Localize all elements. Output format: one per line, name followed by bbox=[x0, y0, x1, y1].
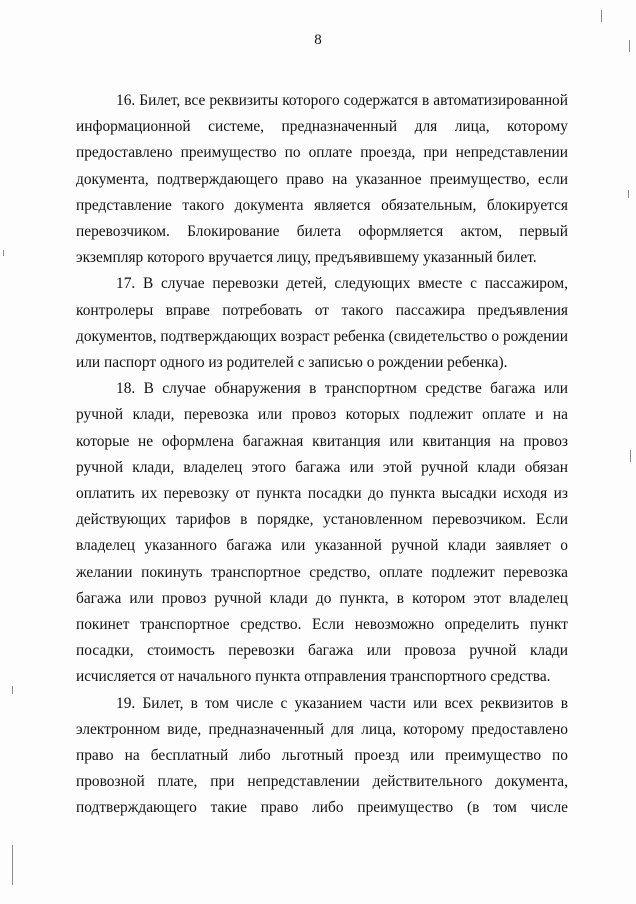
paragraph-line: экземпляр которого вручается лицу, предъявившему указанный билет. bbox=[76, 249, 537, 267]
paragraph-line: ручной клади, владелец этого багажа или этой ручной клади обязан bbox=[76, 458, 568, 476]
paragraph-18 bbox=[76, 376, 568, 690]
page-number: 8 bbox=[314, 32, 322, 48]
paragraph-line: или паспорт одного из родителей с записью о рождении ребенка). bbox=[76, 354, 508, 372]
paragraph-line: оплатить их перевозку от пункта посадки до пункта высадки исходя из bbox=[76, 485, 568, 503]
paragraph-line: предоставлено преимущество по оплате проезда, при непредставлении bbox=[76, 144, 568, 162]
paragraph-line: посадки, стоимость перевозки багажа или провоза ручной клади bbox=[76, 642, 568, 660]
scan-artifact bbox=[12, 686, 13, 694]
paragraph-line: желании покинуть транспортное средство, оплате подлежит перевозка bbox=[76, 563, 568, 581]
scan-artifact bbox=[601, 10, 602, 22]
scan-artifact bbox=[629, 40, 630, 52]
paragraph-line: представление такого документа является обязательным, блокируется bbox=[76, 196, 568, 214]
paragraph-line: 19. Билет, в том числе с указанием части или всех реквизитов в bbox=[116, 694, 568, 712]
paragraph-line: 18. В случае обнаружения в транспортном средстве багажа или bbox=[116, 380, 568, 398]
paragraph-16 bbox=[76, 88, 568, 271]
scan-artifact bbox=[12, 845, 13, 885]
paragraph-line: ручной клади, перевозка или провоз которых подлежит оплате и на bbox=[76, 406, 568, 424]
paragraph-line: контролеры вправе потребовать от такого пассажира предъявления bbox=[76, 301, 568, 319]
paragraph-line: провозной плате, при непредставлении действительного документа, bbox=[76, 773, 568, 791]
paragraph-line: действующих тарифов в порядке, установленном перевозчиком. Если bbox=[76, 511, 568, 529]
paragraph-line: которые не оформлена багажная квитанция или квитанция на провоз bbox=[76, 432, 568, 450]
paragraph-line: багажа или провоз ручной клади до пункта, в котором этот владелец bbox=[76, 589, 568, 607]
scan-artifact bbox=[628, 190, 629, 198]
paragraph-line: исчисляется от начального пункта отправления транспортного средства. bbox=[76, 668, 551, 686]
scan-artifact bbox=[3, 250, 4, 256]
paragraph-line: документа, подтверждающего право на указанное преимущество, если bbox=[76, 170, 568, 188]
document-body bbox=[76, 88, 568, 822]
scan-artifact bbox=[630, 450, 631, 462]
paragraph-line: перевозчиком. Блокирование билета оформляется актом, первый bbox=[76, 223, 568, 241]
paragraph-line: документов, подтверждающих возраст ребенка (свидетельство о рождении bbox=[76, 327, 568, 345]
paragraph-line: 17. В случае перевозки детей, следующих вместе с пассажиром, bbox=[116, 275, 568, 293]
paragraph-line: владелец указанного багажа или указанной ручной клади заявляет о bbox=[76, 537, 568, 555]
paragraph-line: подтверждающего такие право либо преимущество (в том числе bbox=[76, 799, 568, 817]
paragraph-line: 16. Билет, все реквизиты которого содержатся в автоматизированной bbox=[116, 92, 568, 109]
paragraph-line: электронном виде, предназначенный для лица, которому предоставлено bbox=[76, 720, 568, 738]
paragraph-19 bbox=[76, 691, 568, 822]
paragraph-line: право на бесплатный либо льготный проезд или преимущество по bbox=[76, 747, 568, 765]
paragraph-line: информационной системе, предназначенный для лица, которому bbox=[76, 118, 568, 136]
paragraph-line: покинет транспортное средство. Если невозможно определить пункт bbox=[76, 616, 568, 634]
paragraph-17 bbox=[76, 271, 568, 376]
